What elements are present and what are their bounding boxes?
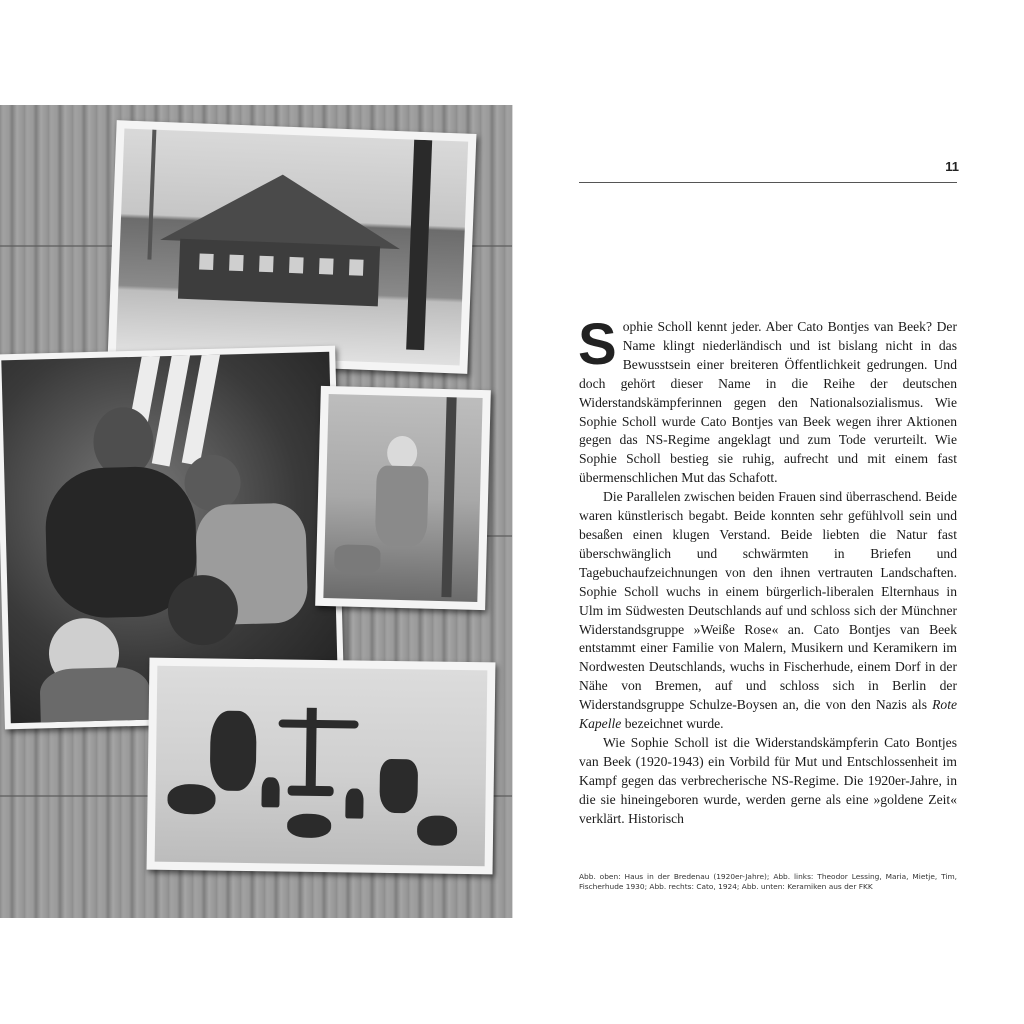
window [349,259,364,276]
child-dress [375,465,429,546]
jug [379,759,418,814]
bell [345,788,363,818]
window [199,253,214,270]
girl-body [39,667,151,724]
text-page [512,105,1024,918]
paragraph [578,312,957,488]
child-head [167,574,239,646]
book-spread [0,105,1024,918]
bell [261,777,279,807]
page-number: 11 [945,159,959,174]
dropcap: S [578,312,617,377]
watering-can [334,544,381,573]
paragraph-text: Die Parallelen zwischen beiden Frauen sind überraschend. Beide waren künstlerisch begabt. Beide konnten sehr gefühlvoll sein und besaßen einen klugen Verstand. Beide liebten die Natur fast überschwänglich und schwärmten in Briefen und Tagebuchaufzeichnungen von den ihnen vertrauten Landschaften. Sophie Scholl wuchs in einem bürgerlich-liberalen Elternhaus in Ulm im Südwesten Deutschlands auf und schloss sich der Münchner Widerstandsgruppe »Weiße Rose« an. Cato Bontjes van Beek entstammt einer Familie von Malern, Musikern und Keramikern im Nordwesten Deutschlands, wuchs in Fischerhude, einem Dorf in der Nähe von Bremen, auf und schloss sich in Berlin der Widerstandsgruppe Schulze-Boysen an, die von den Nazis als [579,489,957,713]
photo-collage-page [0,105,512,918]
bowl [417,815,457,846]
candelabra-arms [279,719,359,728]
tree [441,397,456,597]
house-roof [160,170,403,249]
photo-house [108,120,477,374]
window [229,255,244,272]
photo-caption: Abb. oben: Haus in der Bredenau (1920er-Jahre); Abb. links: Theodor Lessing, Maria, Mietje, Tim, Fischerhude 1930; Abb. rechts: Cato, 1924; Abb. unten: Keramiken aus der FKK [579,872,957,891]
paragraph [579,488,957,734]
italic-term: Rote Kapelle [579,697,958,732]
header-rule [579,182,957,183]
girl-image [323,394,482,602]
deckchair-stripe [182,352,222,466]
boy-head [184,454,241,511]
photo-ceramics [147,658,496,875]
window [259,256,274,273]
bowl [287,814,331,839]
vase [210,710,257,791]
tree [406,140,432,351]
paragraph [579,734,957,829]
ceramics-image [155,666,488,867]
photo-cato-child [315,386,491,610]
paragraph-text: Wie Sophie Scholl ist die Widerstandskämpferin Cato Bontjes van Beek (1920-1943) ein Vorbild für Mut und Entschlossenheit im Kampf gegen das verbrecherische NS-Regime. Die 1920er-Jahre, in die sie hineingeboren wurde, werden gerne als eine »goldene Zeit« verklärt. Historisch [579,734,957,826]
paragraph-text: bezeichnet wurde. [624,716,724,732]
house-image [116,128,468,365]
body-text [578,312,958,828]
bowl [167,784,215,815]
paragraph-text: ophie Scholl kennt jeder. Aber Cato Bontjes van Beek? Der Name klingt niederländisch und ist bislang nicht in das Bewusstsein einer breiteren Öffentlichkeit gedrungen. Und doch gehört dieser Name in die Reihe der deutschen Widerstandskämpferinnen gegen den Nationalsozialismus. Wie Sophie Scholl wurde Cato Bontjes van Beek wegen ihrer Aktionen gegen das NS-Regime angeklagt und zum Tode verurteilt. Wie Sophie Scholl bestieg sie ruhig, aufrecht und mit einem fast übermenschlichen Mut das Schafott. [579,319,957,486]
window [319,258,334,275]
candelabra-base [288,786,334,797]
tree [147,130,156,260]
window [289,257,304,274]
